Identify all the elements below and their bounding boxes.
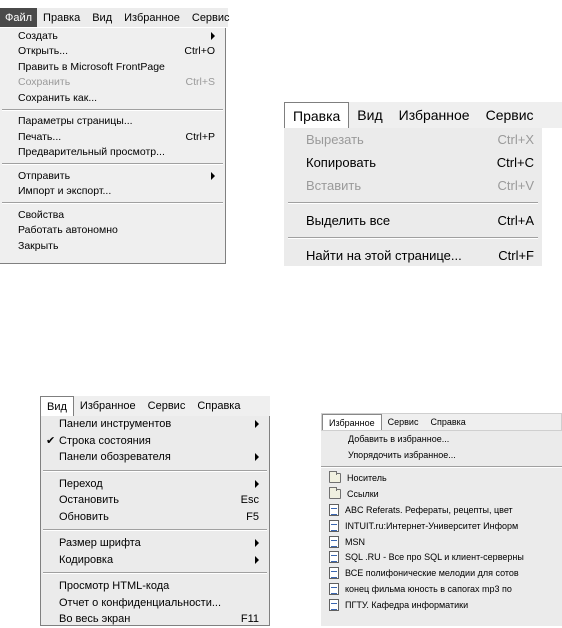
menubar-item-вид[interactable]: Вид [92, 11, 113, 24]
menu-item-отправить[interactable] [0, 168, 225, 184]
menu-item-label: Править в Microsoft FrontPage [18, 60, 165, 73]
view-menu-dropdown [40, 416, 270, 626]
menu-item-label: Закрыть [18, 239, 59, 252]
menu-item-остановить[interactable] [41, 492, 269, 509]
menu-item-label: Во весь экран [59, 613, 131, 626]
submenu-arrow-icon [255, 480, 259, 488]
folder-icon [329, 489, 341, 499]
menu-item-создать[interactable] [0, 28, 225, 44]
menu-item-intuit-ru-интернет-университет-информ[interactable] [321, 518, 562, 534]
view-menubar [40, 396, 270, 416]
menu-item-кодировка[interactable] [41, 552, 269, 569]
menu-item-msn[interactable] [321, 534, 562, 550]
menu-item-shortcut: Ctrl+P [185, 130, 215, 143]
menubar-item-избранное[interactable]: Избранное [124, 11, 180, 24]
menu-item-label: Создать [18, 29, 58, 42]
menu-item-label: Вырезать [306, 132, 364, 147]
folder-icon [329, 473, 341, 483]
menu-item-править-в-microsoft-frontpage[interactable] [0, 59, 225, 75]
submenu-arrow-icon [211, 172, 215, 180]
menu-item-label: Свойства [18, 208, 65, 221]
menu-item-сохранить [0, 75, 225, 91]
page-icon [329, 599, 339, 611]
menu-item-добавить-в-избранное[interactable] [321, 431, 562, 447]
menu-item-label: MSN [345, 536, 365, 547]
menu-item-label: Отчет о конфиденциальности... [59, 596, 222, 609]
menu-item-упорядочить-избранное[interactable] [321, 447, 562, 463]
menu-item-label: Параметры страницы... [18, 115, 133, 128]
menu-item-label: Печать... [18, 130, 62, 143]
menubar-item-вид[interactable]: Вид [40, 396, 74, 416]
menu-item-label: Упорядочить избранное... [348, 449, 456, 460]
menu-item-label: Обновить [59, 510, 109, 523]
menubar-item-избранное[interactable]: Избранное [398, 107, 470, 123]
menu-item-label: Остановить [59, 494, 120, 507]
menubar-item-избранное[interactable]: Избранное [322, 414, 382, 430]
submenu-arrow-icon [255, 453, 259, 461]
menu-separator [2, 109, 223, 111]
menu-item-обновить[interactable] [41, 509, 269, 526]
menu-item-label: ПГТУ. Кафедра информатики [345, 599, 469, 610]
menu-item-label: Вставить [306, 178, 362, 193]
menu-item-носитель[interactable] [321, 471, 562, 487]
menu-item-работать-автономно[interactable] [0, 223, 225, 239]
menu-item-переход[interactable] [41, 476, 269, 493]
file-menubar [0, 8, 228, 28]
menubar-item-сервис[interactable]: Сервис [387, 417, 419, 427]
menu-item-размер-шрифта[interactable] [41, 535, 269, 552]
menu-item-конец-фильма-юность-в-сапогах-mp3-по[interactable] [321, 581, 562, 597]
menu-item-все-полифонические-мелодии-для-сотов[interactable] [321, 565, 562, 581]
menu-item-label: Импорт и экспорт... [18, 185, 112, 198]
menu-item-shortcut: Ctrl+V [497, 178, 534, 193]
menu-item-label: ВСЕ полифонические мелодии для сотов [345, 568, 519, 579]
menu-item-shortcut: Ctrl+S [185, 76, 215, 89]
submenu-arrow-icon [255, 420, 259, 428]
menubar-item-справка[interactable]: Справка [430, 417, 466, 427]
menu-item-найти-на-этой-странице[interactable] [284, 244, 542, 267]
menu-item-импорт-и-экспорт[interactable] [0, 184, 225, 200]
menu-separator [2, 202, 223, 204]
submenu-arrow-icon [255, 556, 259, 564]
menubar-item-файл[interactable]: Файл [0, 8, 37, 27]
menu-item-label: Предварительный просмотр... [18, 146, 165, 159]
menu-item-просмотр-html-кода[interactable] [41, 578, 269, 595]
menu-item-sql-ru-все-про-sql-и-клиент-серверны[interactable] [321, 550, 562, 566]
favorites-menu-dropdown [321, 431, 562, 626]
menu-item-закрыть[interactable] [0, 238, 225, 254]
menu-item-label: INTUIT.ru:Интернет-Университет Информ [345, 520, 519, 531]
menu-item-label: Отправить [18, 169, 71, 182]
page-icon [329, 520, 339, 532]
menu-item-shortcut: Ctrl+O [184, 45, 215, 58]
menu-item-во-весь-экран[interactable] [41, 611, 269, 628]
menu-item-label: Открыть... [18, 45, 68, 58]
page-icon [329, 536, 339, 548]
menu-item-печать[interactable] [0, 129, 225, 145]
menu-separator [288, 237, 538, 239]
menu-item-label: Работать автономно [18, 224, 118, 237]
menu-separator [2, 163, 223, 165]
menu-item-свойства[interactable] [0, 207, 225, 223]
menu-item-label: Панели инструментов [59, 418, 172, 431]
menu-item-label: SQL .RU - Все про SQL и клиент-серверны [345, 552, 524, 563]
menubar-item-сервис[interactable]: Сервис [147, 400, 186, 412]
menu-separator [43, 572, 267, 574]
menu-item-label: Добавить в избранное... [348, 433, 450, 444]
menu-item-shortcut: Esc [240, 494, 259, 507]
menu-item-label: Панели обозревателя [59, 451, 171, 464]
menu-separator [43, 529, 267, 531]
menu-item-shortcut: Ctrl+C [496, 155, 534, 170]
menu-item-панели-обозревателя[interactable] [41, 449, 269, 466]
menu-item-label: Просмотр HTML-кода [59, 580, 170, 593]
menu-item-label: Носитель [347, 473, 387, 484]
menu-item-shortcut: Ctrl+A [497, 213, 534, 228]
menu-item-abc-referats-рефераты-рецепты-цвет[interactable] [321, 502, 562, 518]
page-icon [329, 583, 339, 595]
menu-item-label: ABC Referats. Рефераты, рецепты, цвет [345, 505, 513, 516]
menubar-item-справка[interactable]: Справка [197, 400, 241, 412]
menu-item-label: Размер шрифта [59, 537, 141, 550]
favorites-menubar [321, 413, 562, 431]
menu-item-панели-инструментов[interactable] [41, 416, 269, 433]
menu-item-вставить [284, 174, 542, 197]
menu-item-параметры-страницы[interactable] [0, 114, 225, 130]
menu-item-shortcut: F11 [240, 613, 259, 626]
menu-item-label: Ссылки [347, 489, 379, 500]
checkmark-icon: ✔ [46, 435, 56, 448]
menubar-item-вид[interactable]: Вид [357, 107, 383, 123]
menu-item-shortcut: Ctrl+F [498, 248, 534, 263]
menu-separator [43, 470, 267, 472]
menu-item-предварительный-просмотр[interactable] [0, 145, 225, 161]
menu-item-label: Сохранить как... [18, 91, 98, 104]
menu-item-label: Выделить все [306, 213, 391, 228]
menu-item-вырезать [284, 128, 542, 151]
menu-item-выделить-все[interactable] [284, 209, 542, 232]
menu-separator [321, 466, 562, 468]
submenu-arrow-icon [211, 32, 215, 40]
menubar-item-сервис[interactable]: Сервис [191, 11, 230, 24]
menu-item-shortcut: F5 [246, 510, 259, 523]
file-menu-dropdown [0, 28, 226, 264]
submenu-arrow-icon [255, 539, 259, 547]
menu-item-label: Сохранить [18, 76, 71, 89]
menu-item-label: Копировать [306, 155, 376, 170]
menubar-item-правка[interactable]: Правка [43, 11, 81, 24]
page-icon [329, 551, 339, 563]
menu-item-ссылки[interactable] [321, 486, 562, 502]
menu-separator [288, 202, 538, 204]
menu-item-label: Переход [59, 477, 103, 490]
menu-item-копировать[interactable] [284, 151, 542, 174]
menu-item-строка-состояния[interactable] [41, 433, 269, 450]
menubar-item-избранное[interactable]: Избранное [79, 400, 136, 412]
menubar-item-правка[interactable]: Правка [284, 102, 349, 128]
edit-menubar [284, 102, 562, 128]
menu-item-label: Найти на этой странице... [306, 248, 462, 263]
menu-item-label: Строка состояния [59, 434, 151, 447]
edit-menu-dropdown [284, 128, 542, 266]
menu-item-label: Кодировка [59, 553, 114, 566]
menu-item-label: конец фильма юность в сапогах mp3 по [345, 584, 512, 595]
page-icon [329, 567, 339, 579]
menu-item-открыть[interactable] [0, 44, 225, 60]
menu-item-shortcut: Ctrl+X [497, 132, 534, 147]
menu-item-отчет-о-конфиденциальности[interactable] [41, 595, 269, 612]
menubar-item-сервис[interactable]: Сервис [485, 107, 534, 123]
page-icon [329, 504, 339, 516]
menu-item-пгту-кафедра-информатики[interactable] [321, 597, 562, 613]
menu-item-сохранить-как[interactable] [0, 90, 225, 106]
